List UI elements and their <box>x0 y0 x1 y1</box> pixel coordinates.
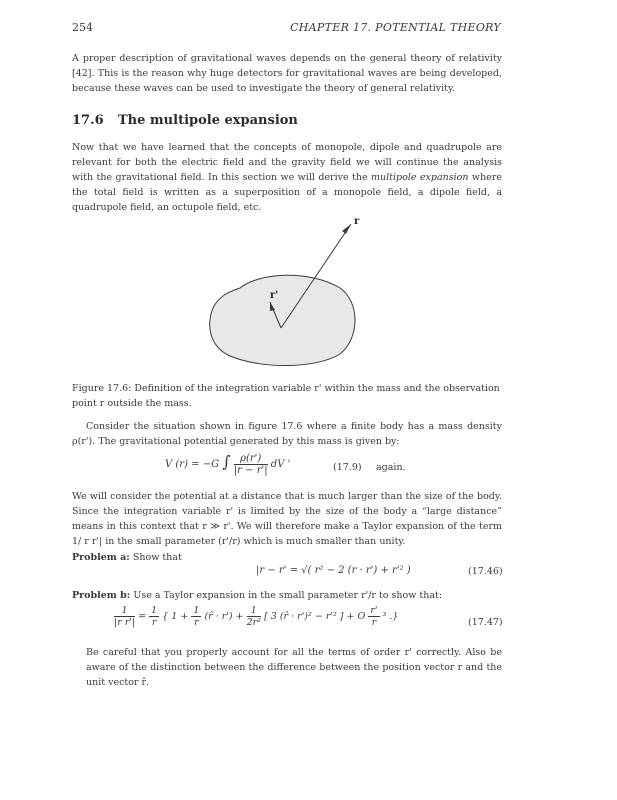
eq1747-term1-coef <box>191 605 201 628</box>
vector-r-arrowhead <box>342 224 351 234</box>
paragraph-multipole-intro <box>72 140 502 215</box>
page-number: 254 <box>72 21 93 34</box>
problem-a <box>72 550 502 565</box>
eq179-fraction <box>234 453 268 476</box>
eq179-denominator: |r − r'| <box>233 465 268 476</box>
chapter-title: CHAPTER 17. POTENTIAL THEORY <box>290 21 501 34</box>
eq1747-number: (17.47) <box>468 617 503 628</box>
eq179-note: again. <box>376 462 406 473</box>
eq1746-number: (17.46) <box>468 566 503 577</box>
problem-b-label: Problem b: <box>72 590 131 601</box>
figure-mass-body <box>200 210 400 370</box>
equation-17-47 <box>114 605 398 628</box>
problem-a-label: Problem a: <box>72 552 130 563</box>
label-rprime: r' <box>270 290 279 301</box>
section-number: 17.6 <box>72 113 104 128</box>
eq1747-order-tail: ³ .} <box>382 611 399 622</box>
eq179-numerator: ρ(r') <box>234 453 268 465</box>
eq1747-body-1: { 1 + <box>162 611 189 622</box>
eq1747-term2-coef <box>247 605 261 628</box>
eq1747-order-denominator: r <box>371 617 377 628</box>
eq1747-term1-denominator: r <box>194 617 199 628</box>
problem-a-text: Show that <box>132 552 182 563</box>
para1-text-b: where the total field is written as a superposition of a monopole field, a dipole field, a quadrupole field, an octupole field, etc. <box>72 172 502 213</box>
eq1747-prefactor-denominator: r <box>151 617 157 628</box>
eq1747-equals: = <box>138 611 147 622</box>
eq179-integral: ∫ <box>222 452 231 471</box>
eq1747-prefactor-numerator: 1 <box>151 605 158 616</box>
mass-body-shape <box>210 275 355 365</box>
eq1747-order-numerator: r' <box>370 605 378 616</box>
eq1747-lhs <box>114 605 135 628</box>
equation-17-9 <box>165 452 290 476</box>
problem-b <box>72 588 502 603</box>
eq1747-term2-numerator: 1 <box>247 605 261 617</box>
running-header <box>72 21 501 37</box>
para1-text-a: Now that we have learned that the concepts of monopole, dipole and quadrupole are relevant for both the electric field and the gravity field we will continue the analysis with the gravitational field. In this section we will derive the <box>72 142 502 183</box>
paragraph-situation: Consider the situation shown in figure 17.6 where a finite body has a mass density ρ(r'). The gravitational potential generated by this mass is given by: <box>72 421 502 447</box>
eq1747-term1-numerator: 1 <box>193 605 200 616</box>
eq1747-order-ratio <box>368 605 379 628</box>
section-title: The multipole expansion <box>118 113 298 128</box>
eq1747-term2-body: [ 3 (r̂ · r')² − r'² ] + O <box>264 611 366 622</box>
eq1747-prefactor <box>149 605 159 628</box>
para1-emphasis: multipole expansion <box>371 172 469 183</box>
label-r: r <box>354 216 360 227</box>
eq1747-lhs-denominator: |r r'| <box>114 617 136 628</box>
equation-17-46: |r − r' = √( r² − 2 (r · r') + r'² ) <box>256 565 411 576</box>
eq1747-lhs-numerator: 1 <box>114 605 135 617</box>
eq1747-term2-denominator: 2r² <box>246 617 262 628</box>
problem-b-text: Use a Taylor expansion in the small parameter r'/r to show that: <box>133 590 443 601</box>
figure-caption: Figure 17.6: Definition of the integration variable r' within the mass and the observation point r outside the mass. <box>72 383 500 409</box>
eq179-lhs: V (r) = −G <box>165 459 220 470</box>
eq1747-term1-body: (r̂ · r') + <box>204 611 244 622</box>
section-heading <box>72 113 298 128</box>
eq179-number: (17.9) <box>333 462 362 473</box>
eq179-tail: dV ' <box>270 459 291 470</box>
paragraph-careful: Be careful that you properly account for all the terms of order r' correctly. Also be aware of the distinction between the difference between the position vector r and the unit vector r̂. <box>86 647 502 688</box>
paragraph-large-distance: We will consider the potential at a distance that is much larger than the size of the body. Since the integration variable r' is limited by the size of the body a “large distance” means in this context that r ≫ r'. We will therefore make a Taylor expansion of the term 1/ r r'| in the small parameter (r'/r) which is much smaller than unity. <box>72 491 502 547</box>
intro-paragraph: A proper description of gravitational waves depends on the general theory of relativity [42]. This is the reason why huge detectors for gravitational waves are being developed, because these waves can be used to investigate the theory of general relativity. <box>72 53 502 94</box>
